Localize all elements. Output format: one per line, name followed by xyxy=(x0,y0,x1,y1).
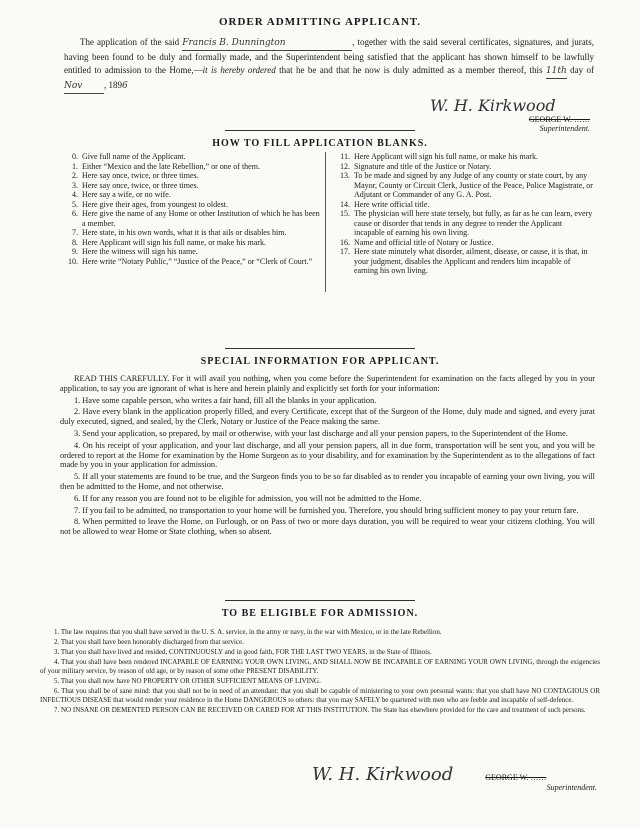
instruction-number: 8. xyxy=(72,237,78,247)
order-signature-role: Superintendent. xyxy=(539,124,590,133)
order-text-2: , together with the said several certificates, signatures, and jurats, having been found to be duly and formally made, and the Superintendent being satisfied that the applicant has shown himself to be lawfully entitled to admission to the Home,— xyxy=(64,37,595,75)
eligibility-item: 4. That you shall have been rendered INCAPABLE OF EARNING YOUR OWN LIVING, AND SHALL NOW BE INCAPABLE OF EARNING YOUR OWN LIVING, through the exigencies of your military service, by reason of old age, or by reason of some other PRESENT DISABILITY. xyxy=(40,658,600,675)
instruction-item xyxy=(336,171,594,200)
special-info xyxy=(60,374,595,539)
instruction-number: 10. xyxy=(68,256,78,266)
instruction-item xyxy=(336,238,594,248)
eligibility-item: 7. NO INSANE OR DEMENTED PERSON CAN BE RECEIVED OR CARED FOR AT THIS INSTITUTION. The State has elsewhere provided for the care and treatment of such persons. xyxy=(54,706,586,714)
order-signature-block xyxy=(430,96,590,133)
divider-rule xyxy=(225,348,415,349)
instruction-number: 13. xyxy=(340,171,350,180)
instruction-number: 16. xyxy=(340,237,350,247)
eligibility-item: 6. That you shall be of sane mind: that you shall not be in need of an attendant: that you shall be capable of ministering to your own personal wants: that you shall have NO CONTAGIOUS OR INFECTIOUS DISEASE that would render your residence in the Home DANGEROUS to others: that you may SAFELY be quartered with men who are feeble and incapable of self-defence. xyxy=(40,687,600,704)
instruction-number: 0. xyxy=(72,152,78,161)
special-item: 8. When permitted to leave the Home, on Furlough, or on Pass of two or more days duration, you will be required to wear your citizens clothing. You will not be allowed to wear Home or State clothing, when so absent. xyxy=(60,517,595,537)
special-item: 4. On his receipt of your application, and your last discharge, and all your pension papers, all in due form, transportation will be sent you, and you will be ordered to report at the Home for examination by the Home Surgeon as to your disability, and for examination by the Superintendent as to the allegations of fact made by you in your application for admission. xyxy=(60,440,595,470)
instruction-number: 5. xyxy=(72,199,78,209)
eligibility-item: 1. The law requires that you shall have served in the U. S. A. service, in the army or navy, in the war with Mexico, or in the late Rebellion. xyxy=(54,628,442,636)
instruction-text: Signature and title of the Justice or Notary. xyxy=(354,161,492,171)
instruction-item xyxy=(64,162,322,172)
instruction-text: Here state, in his own words, what it is that ails or disables him. xyxy=(82,228,287,237)
instruction-item xyxy=(64,247,322,257)
instruction-number: 7. xyxy=(72,228,78,237)
instruction-item xyxy=(336,209,594,238)
instruction-number: 17. xyxy=(340,247,350,256)
special-item: 6. If for any reason you are found not to be eligible for admission, you will not be admitted to the Home. xyxy=(74,493,422,503)
how-to-columns xyxy=(64,152,594,276)
eligible-title: TO BE ELIGIBLE FOR ADMISSION. xyxy=(221,608,419,619)
instruction-text: Here give the name of any Home or other Institution of which he has been a member. xyxy=(82,209,320,228)
eligibility-item: 2. That you shall have been honorably discharged from that service. xyxy=(54,638,244,646)
order-text-4: day of xyxy=(570,65,595,75)
instruction-item xyxy=(64,228,322,238)
order-title: ORDER ADMITTING APPLICANT. xyxy=(218,16,422,28)
eligibility-item: 3. That you shall have lived and resided, CONTINUOUSLY and in good faith, FOR THE LAST TWO YEARS, in the State of Illinois. xyxy=(54,648,432,656)
eligible-signature-role: Superintendent. xyxy=(546,783,597,792)
order-paragraph xyxy=(64,36,594,94)
order-text-5: , 189 xyxy=(104,80,122,90)
instruction-text: Here Applicant will sign his full name, or make his mark. xyxy=(354,152,538,161)
instruction-text: Here the witness will sign his name. xyxy=(82,247,198,256)
instruction-number: 12. xyxy=(340,161,350,171)
order-text-3: that he be and that he now is duly admitted as a member thereof, this xyxy=(275,65,543,75)
instruction-item xyxy=(64,181,322,191)
order-day: 11th xyxy=(546,65,567,79)
column-divider xyxy=(325,152,326,292)
eligible-signature: W. H. Kirkwood xyxy=(312,764,454,785)
how-to-title: HOW TO FILL APPLICATION BLANKS. xyxy=(212,138,428,149)
instruction-number: 6. xyxy=(72,209,78,218)
instruction-item xyxy=(336,200,594,210)
instruction-text: Here say a wife, or no wife. xyxy=(82,190,171,199)
instruction-number: 3. xyxy=(72,180,78,190)
eligibility-item: 5. That you shall now have NO PROPERTY OR OTHER SUFFICIENT MEANS OF LIVING. xyxy=(54,677,321,685)
how-to-right xyxy=(336,152,594,276)
special-item: 1. Have some capable person, who writes a fair hand, fill all the blanks in your application. xyxy=(74,395,377,405)
instruction-text: The physician will here state tersely, but fully, as far as he can learn, every cause or disorder that tends in any degree to render the Applicant incapable of earning his own living. xyxy=(354,209,593,237)
divider-rule xyxy=(225,130,415,131)
order-signature: W. H. Kirkwood xyxy=(430,96,556,115)
instruction-text: Here Applicant will sign his full name, or make his mark. xyxy=(82,237,266,247)
instruction-item xyxy=(64,152,322,162)
order-month: Nov xyxy=(64,80,104,94)
special-item: 2. Have every blank in the application properly filled, and every Certificate, except that of the Surgeon of the Home, duly made and signed, and every jurat duly executed, signed, and sealed, by the Clerk, Notary or Justice of the Peace making the same. xyxy=(60,407,595,427)
instruction-text: To be made and signed by any Judge of any county or state court, by any Mayor, County or Circuit Clerk, Justice of the Peace, Police Magistrate, or Adjutant or Commander of any G. A. Post. xyxy=(354,171,593,199)
instruction-item xyxy=(64,209,322,228)
instruction-number: 4. xyxy=(72,190,78,199)
eligible-info xyxy=(40,628,600,716)
instruction-item xyxy=(64,171,322,181)
instruction-text: Give full name of the Applicant. xyxy=(82,152,186,161)
instruction-item xyxy=(64,238,322,248)
instruction-text: Here say once, twice, or three times. xyxy=(82,180,199,190)
instruction-text: Here write “Notary Public,” “Justice of the Peace,” or “Clerk of Court.” xyxy=(82,256,313,266)
eligible-printed-name: GEORGE W. …… xyxy=(485,773,547,782)
applicant-name: Francis B. Dunnington xyxy=(182,37,352,51)
instruction-item xyxy=(336,162,594,172)
instruction-number: 11. xyxy=(340,152,350,161)
instruction-number: 15. xyxy=(340,209,350,218)
instruction-text: Either “Mexico and the late Rebellion,” or one of them. xyxy=(82,161,260,171)
instruction-text: Name and official title of Notary or Justice. xyxy=(354,237,494,247)
instruction-text: Here state minutely what disorder, ailment, disease, or cause, it is that, in your judgment, disables the Applicant and renders him incapable of earning his own living. xyxy=(354,247,588,275)
instruction-item xyxy=(64,257,322,267)
instruction-item xyxy=(336,247,594,276)
special-item: 3. Send your application, so prepared, by mail or otherwise, with your last discharge and all your pension papers, to the Superintendent of the Home. xyxy=(74,428,568,438)
special-title: SPECIAL INFORMATION FOR APPLICANT. xyxy=(200,356,440,367)
divider-rule xyxy=(225,600,415,601)
special-item: 7. If you fail to be admitted, no transportation to your home will be furnished you. Therefore, you should bring sufficient money to pay your return fare. xyxy=(74,505,579,515)
instruction-item xyxy=(64,190,322,200)
instruction-number: 14. xyxy=(340,199,350,209)
instruction-item xyxy=(64,200,322,210)
instruction-text: Here write official title. xyxy=(354,199,430,209)
instruction-text: Here give their ages, from youngest to oldest. xyxy=(82,199,228,209)
special-item: 5. If all your statements are found to be true, and the Surgeon finds you to be so far disabled as to render you incapable of earning your own living, you will then be admitted to the Home, and not otherwise. xyxy=(60,472,595,491)
eligible-signature-block xyxy=(312,764,597,792)
instruction-number: 9. xyxy=(72,247,78,256)
special-intro: READ THIS CAREFULLY. For it will avail you nothing, when you come before the Superintendent for examination on the facts alleged by you in your application, to say you are ignorant of what is here and herein plainly and explicitly set forth for your information: xyxy=(60,374,595,393)
how-to-left xyxy=(64,152,322,276)
instruction-number: 1. xyxy=(72,161,78,171)
order-year-digit: 6 xyxy=(122,81,128,91)
instruction-text: Here say once, twice, or three times. xyxy=(82,171,199,180)
instruction-item xyxy=(336,152,594,162)
order-text-1: The application of the said xyxy=(80,37,180,47)
order-italic: it is hereby ordered xyxy=(202,65,276,75)
instruction-number: 2. xyxy=(72,171,78,180)
order-printed-name: GEORGE W. …… xyxy=(528,115,590,124)
